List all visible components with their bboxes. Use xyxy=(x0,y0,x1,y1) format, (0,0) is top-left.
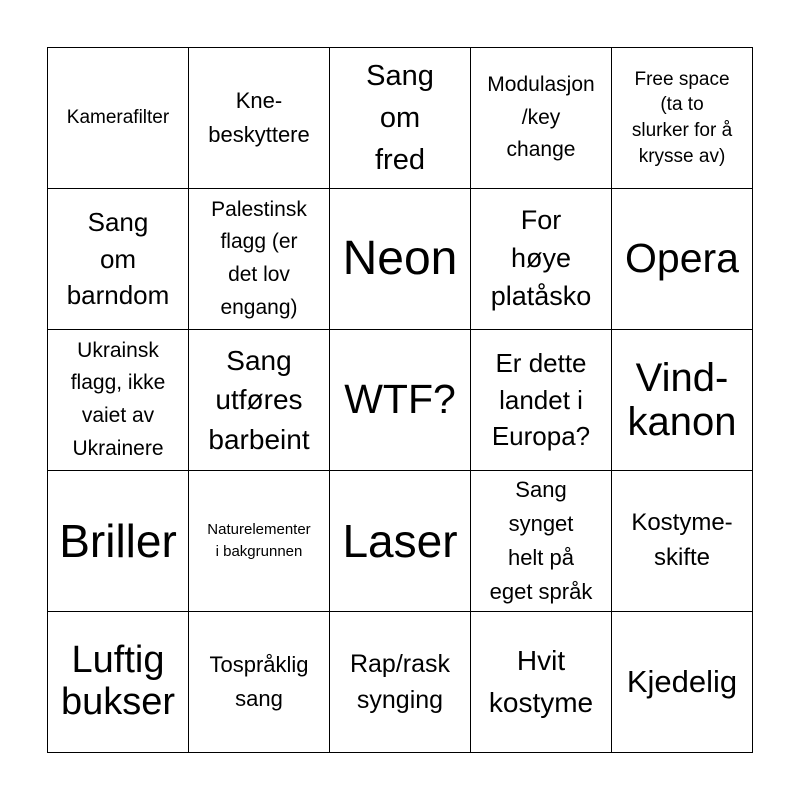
bingo-cell[interactable] xyxy=(612,471,753,612)
cell-text: Vind- kanon xyxy=(627,356,737,444)
bingo-board xyxy=(47,47,753,753)
cell-text: Sang synget helt på eget språk xyxy=(489,476,593,605)
bingo-cell[interactable] xyxy=(330,48,471,189)
bingo-cell[interactable] xyxy=(612,330,753,471)
bingo-cell[interactable] xyxy=(471,48,612,189)
cell-text: Sang om fred xyxy=(366,59,434,177)
cell-text: Briller xyxy=(59,514,177,567)
cell-text: Naturelementer i bakgrunnen xyxy=(207,521,311,560)
cell-text: Kostyme- skifte xyxy=(631,509,733,571)
cell-text: Laser xyxy=(342,514,458,567)
bingo-cell[interactable] xyxy=(189,189,330,330)
bingo-cell[interactable] xyxy=(189,48,330,189)
bingo-cell[interactable] xyxy=(189,612,330,753)
cell-text: Tospråklig sang xyxy=(209,651,309,711)
cell-text: Rap/rask synging xyxy=(349,649,451,714)
bingo-cell[interactable] xyxy=(330,612,471,753)
cell-text: WTF? xyxy=(344,376,456,423)
bingo-cell[interactable] xyxy=(330,471,471,612)
cell-text: Sang utføres barbeint xyxy=(208,345,310,455)
cell-text: Modulasjon /key change xyxy=(487,73,595,162)
cell-text: Kjedelig xyxy=(626,663,738,699)
cell-text: Luftig bukser xyxy=(60,639,176,723)
bingo-cell[interactable] xyxy=(330,189,471,330)
bingo-cell[interactable] xyxy=(471,612,612,753)
bingo-cell[interactable] xyxy=(189,471,330,612)
cell-text: Kamerafilter xyxy=(66,107,170,129)
cell-text: Hvit kostyme xyxy=(488,645,594,718)
bingo-cell[interactable] xyxy=(612,48,753,189)
bingo-cell[interactable] xyxy=(48,612,189,753)
cell-text: Palestinsk flagg (er det lov engang) xyxy=(211,197,307,319)
bingo-cell[interactable] xyxy=(471,330,612,471)
bingo-cell[interactable] xyxy=(471,471,612,612)
cell-text: Ukrainsk flagg, ikke vaiet av Ukrainere xyxy=(70,338,166,460)
bingo-cell[interactable] xyxy=(48,330,189,471)
cell-text: Neon xyxy=(342,231,458,285)
cell-text: Free space (ta to slurker for å krysse av) xyxy=(631,68,733,167)
bingo-cell[interactable] xyxy=(612,612,753,753)
bingo-cell[interactable] xyxy=(189,330,330,471)
bingo-cell[interactable] xyxy=(612,189,753,330)
cell-text: Kne- beskyttere xyxy=(208,87,310,147)
cell-text: Sang om barndom xyxy=(66,207,170,311)
cell-text: Er dette landet i Europa? xyxy=(491,348,591,452)
bingo-cell[interactable] xyxy=(48,48,189,189)
bingo-cell[interactable] xyxy=(48,189,189,330)
cell-text: Opera xyxy=(625,235,739,282)
cell-text: For høye platåsko xyxy=(490,205,592,311)
bingo-cell[interactable] xyxy=(471,189,612,330)
bingo-cell[interactable] xyxy=(48,471,189,612)
bingo-cell[interactable] xyxy=(330,330,471,471)
